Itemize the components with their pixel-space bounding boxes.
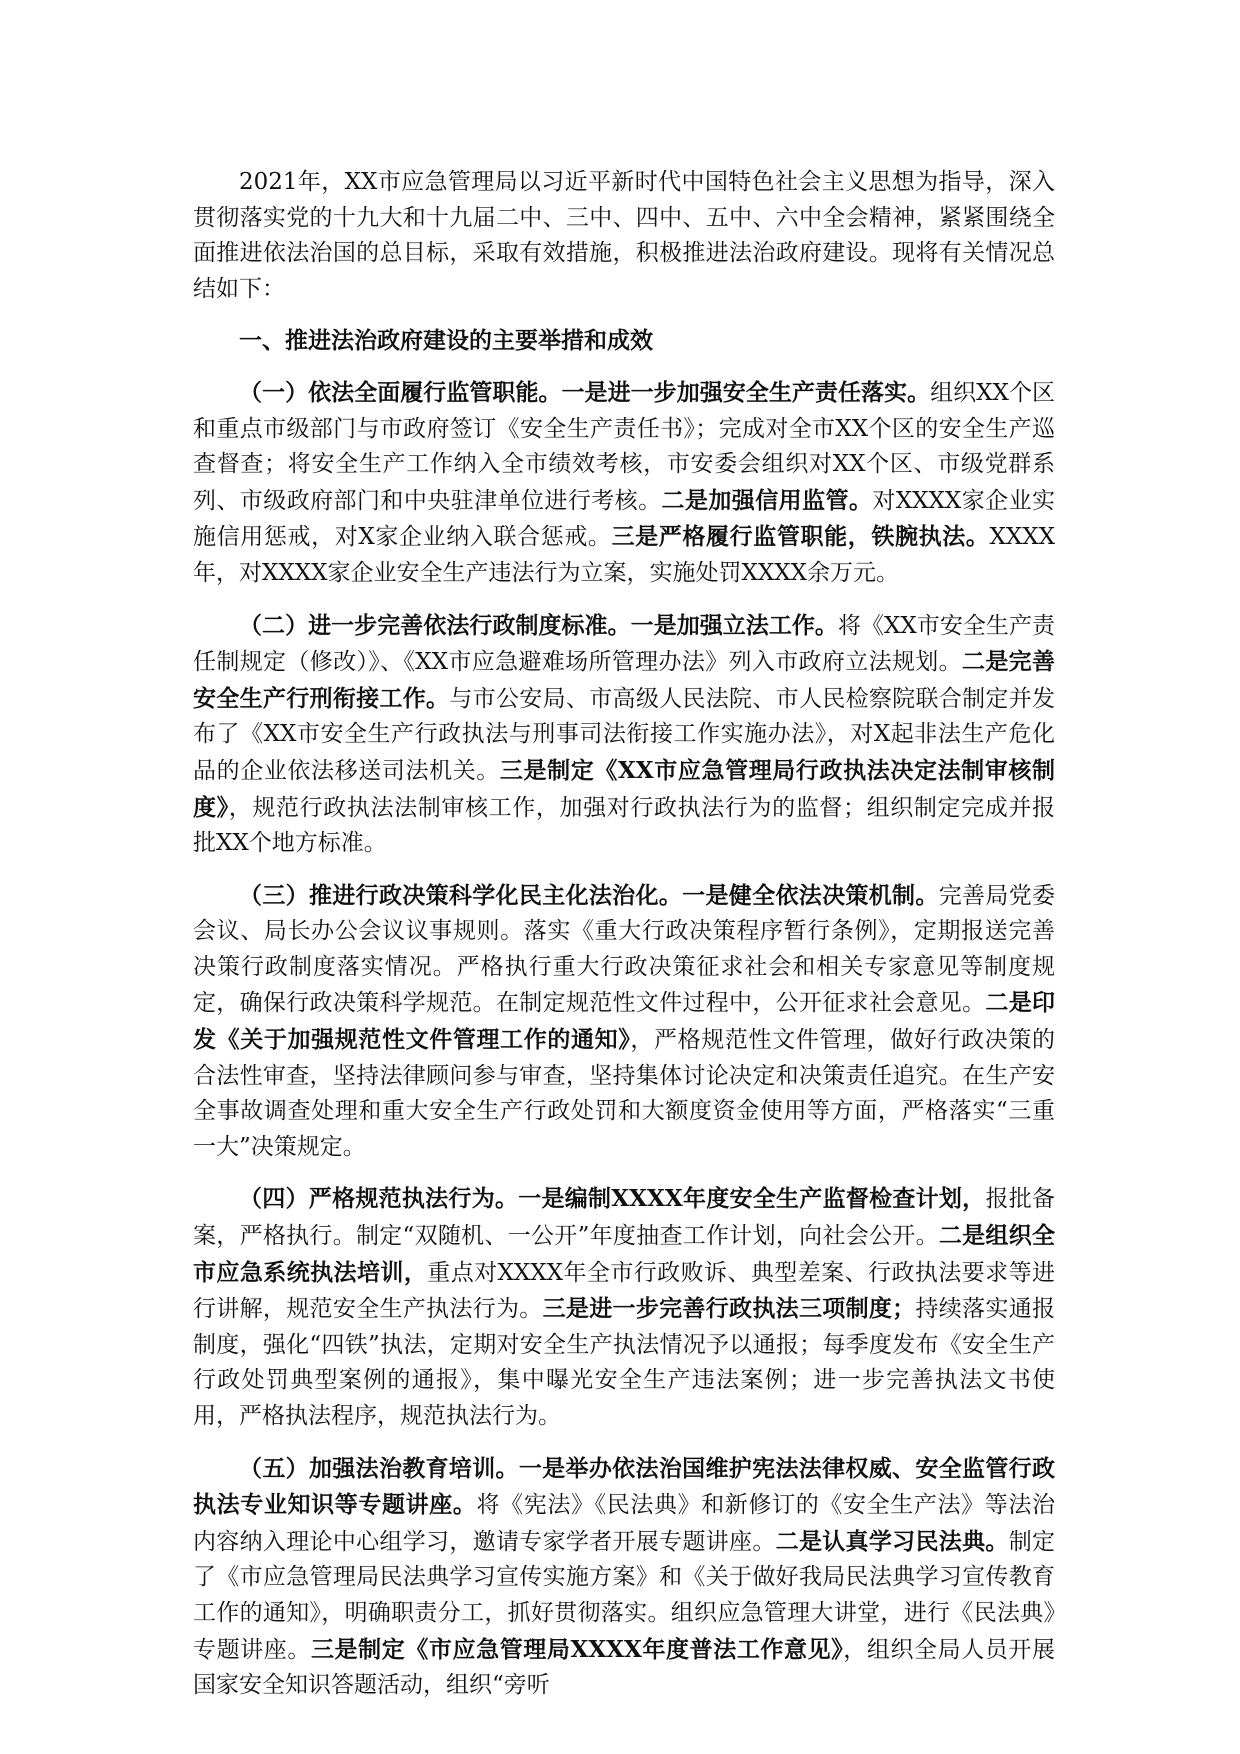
paragraph-subheading-text: 三是进一步完善行政执法三项制度； xyxy=(542,1295,916,1323)
intro-paragraph: 2021年，XX市应急管理局以习近平新时代中国特色社会主义思想为指导，深入贯彻落实党的十九大和十九届二中、三中、四中、五中、六中全会精神，紧紧围绕全面推进依法治国的总目标，采取有效措施，积极推进法治政府建设。现将有关情况总结如下： xyxy=(193,169,1055,302)
paragraph-text: 将《宪法》《民法典》和新修订的《安全生产法》等法治内容纳入理论中心组学习，邀请专家学者开展专题讲座。 xyxy=(193,1492,1055,1555)
paragraph-subheading-text: 二是加强信用监管。 xyxy=(661,486,873,514)
body-paragraph-3 xyxy=(193,878,1055,1166)
paragraph-subheading-text: 三是制定《市应急管理局XXXX年度普法工作意见》 xyxy=(310,1635,844,1663)
paragraph-heading-text: （二）进一步完善依法行政制度标准。一是加强立法工作。 xyxy=(239,611,838,639)
paragraph-heading-text: （五）加强法治教育培训。一是举办依法治国维护宪法法律权威、安全监管行政执法专业知识等专题讲座。 xyxy=(193,1454,1055,1519)
section-heading: 一、推进法治政府建设的主要举措和成效 xyxy=(239,327,653,355)
paragraph-subheading-text: 二是组织全市应急系统执法培训， xyxy=(193,1222,1055,1286)
paragraph-heading-text: （四）严格规范执法行为。一是编制XXXX年度安全生产监督检查计划， xyxy=(239,1185,986,1213)
paragraph-subheading-text: 二是认真学习民法典。 xyxy=(775,1527,1009,1555)
paragraph-text: 完善局党委会议、局长办公会议议事规则。落实《重大行政决策程序暂行条例》，定期报送完善决策行政制度落实情况。严格执行重大行政决策征求社会和相关专家意见等制度规定，确保行政决策科学规范。在制定规范性文件过程中，公开征求社会意见。 xyxy=(193,882,1056,1017)
paragraph-heading-text: （一）依法全面履行监管职能。一是进一步加强安全生产责任落实。 xyxy=(239,378,931,406)
paragraph-text: 组织XX个区和重点市级部门与市政府签订《安全生产责任书》；完成对全市XX个区的安全生产巡查督查；将安全生产工作纳入全市绩效考核，市安委会组织对XX个区、市级党群系列、市级政府部门和中央驻津单位进行考核。 xyxy=(193,379,1056,514)
paragraph-text: ，规范行政执法法制审核工作，加强对行政执法行为的监督；组织制定完成并报批XX个地方标准。 xyxy=(193,794,1055,857)
paragraph-subheading-text: 二是印发《关于加强规范性文件管理工作的通知》 xyxy=(193,989,1056,1054)
paragraph-text: ，严格规范性文件管理，做好行政决策的合法性审查，坚持法律顾问参与审查，坚持集体讨论决定和决策责任追究。在生产安全事故调查处理和重大安全生产行政处罚和大额度资金使用等方面，严格落实“三重一大”决策规定。 xyxy=(193,1027,1055,1160)
paragraph-text: 重点对XXXX年全市行政败诉、典型差案、行政执法要求等进行讲解，规范安全生产执法行为。 xyxy=(193,1259,1055,1323)
body-paragraph-5 xyxy=(193,1451,1055,1704)
paragraph-subheading-text: 三是制定《XX市应急管理局行政执法决定法制审核制度》 xyxy=(193,756,1055,821)
paragraph-text: 对XXXX家企业实施信用惩戒，对X家企业纳入联合惩戒。 xyxy=(193,487,1056,551)
paragraph-text: 与市公安局、市高级人民法院、市人民检察院联合制定并发布了《XX市安全生产行政执法与刑事司法衔接工作实施办法》，对X起非法生产危化品的企业依法移送司法机关。 xyxy=(193,685,1056,784)
paragraph-text: ，组织全局人员开展国家安全知识答题活动，组织“旁听 xyxy=(193,1636,1056,1699)
paragraph-text: XXXX年，对XXXX家企业安全生产违法行为立案，实施处罚XXXX余万元。 xyxy=(193,524,1056,586)
document-page xyxy=(193,165,1055,1704)
paragraph-subheading-text: 三是严格履行监管职能，铁腕执法。 xyxy=(611,523,990,551)
paragraph-heading-text: （三）推进行政决策科学化民主化法治化。一是健全依法决策机制。 xyxy=(239,881,939,909)
paragraph-text: 报批备案，严格执行。制定“双随机、一公开”年度抽查工作计划，向社会公开。 xyxy=(193,1186,1055,1250)
body-paragraph-4 xyxy=(193,1181,1055,1434)
paragraph-text: 持续落实通报制度，强化“四铁”执法，定期对安全生产执法情况予以通报；每季度发布《安全生产行政处罚典型案例的通报》，集中曝光安全生产违法案例；进一步完善执法文书使用，严格执法程序，规范执法行为。 xyxy=(193,1296,1056,1429)
body-paragraph-1 xyxy=(193,375,1055,592)
paragraph-text: 将《XX市安全生产责任制规定（修改）》、《XX市应急避难场所管理办法》列入市政府立法规划。 xyxy=(193,612,1056,676)
body-paragraph-2 xyxy=(193,608,1055,862)
paragraph-text: 制定了《市应急管理局民法典学习宣传实施方案》和《关于做好我局民法典学习宣传教育工作的通知》，明确职责分工，抓好贯彻落实。组织应急管理大讲堂，进行《民法典》专题讲座。 xyxy=(193,1528,1056,1663)
paragraph-subheading-text: 二是完善安全生产行刑衔接工作。 xyxy=(193,648,1056,712)
